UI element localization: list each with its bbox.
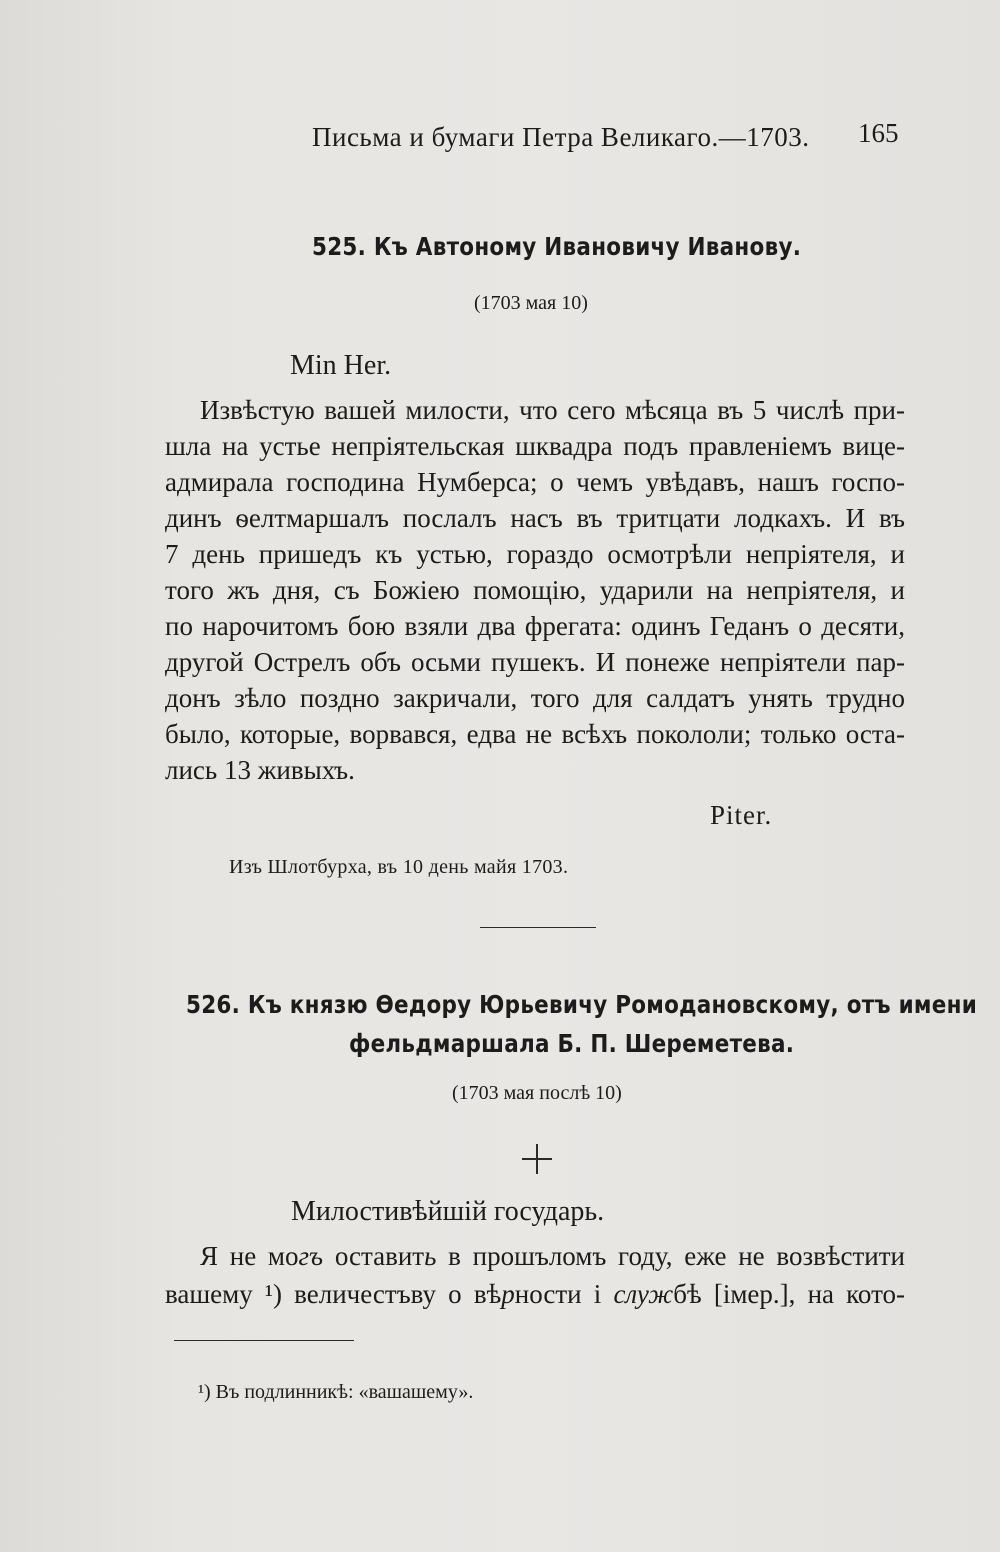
letter-525-line-2: шла на устье непріятельская шквадра подъ правленіемъ вице- (165, 431, 905, 461)
letter-525-line-5: 7 день пришедъ къ устью, гораздо осмотрѣли непріятеля, и (165, 539, 905, 569)
letter-525-date: (1703 мая 10) (474, 292, 588, 314)
letter-525-line-7: по нарочитомъ бою взяли два фрегата: одинъ Геданъ о десяти, (165, 611, 905, 641)
letter-526-line-1: Я не могъ оставить в прошъломъ году, еже не возвѣстити (200, 1241, 906, 1271)
letter-526-date: (1703 мая послѣ 10) (452, 1082, 622, 1104)
letter-526-heading-line-2: фельдмаршала Б. П. Шереметева. (349, 1029, 795, 1058)
letter-525-line-10: было, которые, ворвався, едва не всѣхъ покололи; только оста- (165, 719, 905, 749)
letter-525-line-1: Извѣстую вашей милости, что сего мѣсяца въ 5 числѣ при- (200, 395, 905, 425)
letter-525-place-date: Изъ Шлотбурха, въ 10 день майя 1703. (229, 856, 569, 878)
section-separator (480, 927, 596, 928)
letter-525-line-3: адмирала господина Нумберса; о чемъ увѣдавъ, нашъ госпо- (165, 467, 905, 497)
letter-525-signature: Piter. (710, 800, 773, 830)
footnote: ¹) Въ подлинникѣ: «вашашему». (198, 1381, 474, 1403)
letter-525-line-9: донъ зѣло поздно закричали, того для салдатъ унять трудно (165, 683, 905, 713)
letter-525-heading: 525. Къ Автоному Ивановичу Иванову. (312, 232, 802, 261)
footnote-rule (174, 1340, 354, 1341)
letter-525-line-6: того жъ дня, съ Божіею помощію, ударили на непріятеля, и (165, 575, 905, 605)
letter-525-salutation: Min Her. (290, 350, 392, 381)
letter-525-line-4: динъ ѳелтмаршалъ послалъ насъ въ тритцати лодкахъ. И въ (165, 503, 905, 533)
footnote-marker: ¹) (264, 1279, 283, 1309)
page-number: 165 (858, 118, 899, 148)
cross-icon (522, 1144, 552, 1174)
letter-525-line-8: другой Острелъ объ осьми пушекъ. И понеже непріятели пар- (165, 647, 905, 677)
letter-525-line-11: лись 13 живыхъ. (165, 755, 355, 785)
running-title: Письма и бумаги Петра Великаго.—1703. (312, 122, 810, 152)
letter-526-line-2: вашему ¹) величестъву о вѣрности і службѣ [імеp.], на кото- (165, 1279, 906, 1309)
letter-526-salutation: Милостивѣйшій государь. (291, 1196, 605, 1227)
letter-526-heading-line-1: 526. Къ князю Ѳедору Юрьевичу Ромодановскому, отъ имени (186, 990, 978, 1019)
